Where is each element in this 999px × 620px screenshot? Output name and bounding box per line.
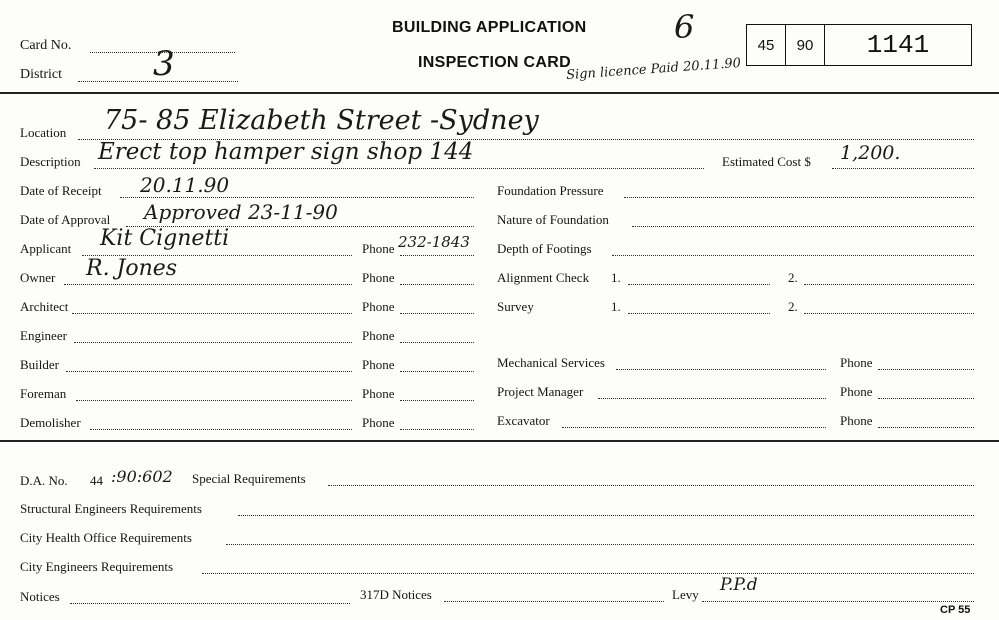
foreman-line [76, 400, 352, 401]
alignment-check-line-2 [804, 284, 974, 285]
date-receipt-line [120, 197, 474, 198]
owner-value: R. Jones [86, 256, 178, 281]
builder-label: Builder [20, 357, 59, 372]
nature-foundation-line [632, 226, 974, 227]
depth-footings-line [612, 255, 974, 256]
mechanical-services-line [616, 369, 826, 370]
mechanical-phone-label: Phone [840, 355, 873, 370]
applicant-phone-value: 232-1843 [398, 233, 470, 251]
estimated-cost-label: Estimated Cost $ [722, 154, 811, 169]
alignment-check-num-2: 2. [788, 270, 798, 285]
mechanical-phone-line [878, 369, 974, 370]
builder-line [66, 371, 352, 372]
date-approval-value: Approved 23-11-90 [144, 200, 338, 224]
applicant-phone-label: Phone [362, 241, 395, 256]
survey-label: Survey [497, 299, 534, 314]
handwritten-annotation: Sign licence Paid 20.11.90 [565, 55, 742, 84]
foreman-phone-line [400, 400, 474, 401]
demolisher-line [90, 429, 352, 430]
nature-foundation-label: Nature of Foundation [497, 212, 609, 227]
project-manager-phone-line [878, 398, 974, 399]
survey-num-2: 2. [788, 299, 798, 314]
alignment-check-label: Alignment Check [497, 270, 590, 285]
description-label: Description [20, 154, 81, 169]
owner-line [64, 284, 352, 285]
special-requirements-label: Special Requirements [192, 471, 306, 486]
levy-label: Levy [672, 587, 699, 602]
notices-label: Notices [20, 589, 60, 604]
card-no-label: Card No. [20, 38, 72, 53]
location-label: Location [20, 125, 67, 140]
owner-phone-line [400, 284, 474, 285]
engineer-phone-label: Phone [362, 328, 395, 343]
form-title-line1: BUILDING APPLICATION [392, 19, 587, 36]
engineer-line [74, 342, 352, 343]
notices-317d-label: 317D Notices [360, 587, 432, 602]
notices-line [70, 603, 350, 604]
foreman-phone-label: Phone [362, 386, 395, 401]
applicant-phone-line [400, 255, 474, 256]
structural-engineers-line [238, 515, 974, 516]
architect-phone-label: Phone [362, 299, 395, 314]
survey-num-1: 1. [611, 299, 621, 314]
foundation-pressure-line [624, 197, 974, 198]
city-health-label: City Health Office Requirements [20, 530, 192, 545]
header-divider [0, 92, 999, 94]
date-receipt-value: 20.11.90 [140, 173, 230, 197]
description-value: Erect top hamper sign shop 144 [98, 139, 474, 165]
builder-phone-label: Phone [362, 357, 395, 372]
structural-engineers-label: Structural Engineers Requirements [20, 501, 202, 516]
architect-phone-line [400, 313, 474, 314]
project-manager-line [598, 398, 826, 399]
notices-317d-line [444, 601, 664, 602]
da-no-prefix: 44 [90, 473, 103, 488]
alignment-check-line-1 [628, 284, 770, 285]
excavator-label: Excavator [497, 413, 550, 428]
date-receipt-label: Date of Receipt [20, 183, 102, 198]
demolisher-phone-label: Phone [362, 415, 395, 430]
excavator-line [562, 427, 826, 428]
architect-label: Architect [20, 299, 69, 314]
estimated-cost-line [832, 168, 974, 169]
special-requirements-line [328, 485, 974, 486]
levy-value: P.P.d [720, 575, 758, 595]
engineer-label: Engineer [20, 328, 67, 343]
code-box-a: 45 [746, 24, 786, 66]
foreman-label: Foreman [20, 386, 67, 401]
da-no-value: :90:602 [111, 467, 173, 486]
city-engineers-label: City Engineers Requirements [20, 559, 174, 574]
architect-line [72, 313, 352, 314]
card-number-box: 1141 [824, 24, 972, 66]
survey-line-2 [804, 313, 974, 314]
demolisher-label: Demolisher [20, 415, 81, 430]
project-manager-label: Project Manager [497, 384, 584, 399]
applicant-value: Kit Cignetti [100, 226, 230, 251]
mechanical-services-label: Mechanical Services [497, 355, 605, 370]
code-box-b: 90 [785, 24, 825, 66]
section-divider [0, 440, 999, 442]
foundation-pressure-label: Foundation Pressure [497, 183, 604, 198]
description-line [94, 168, 704, 169]
district-value: 3 [153, 44, 175, 84]
da-no-label: D.A. No. [20, 473, 68, 488]
form-title-line2: INSPECTION CARD [418, 54, 571, 71]
date-approval-label: Date of Approval [20, 212, 111, 227]
survey-line-1 [628, 313, 770, 314]
form-code: CP 55 [940, 604, 971, 616]
demolisher-phone-line [400, 429, 474, 430]
levy-line [702, 601, 974, 602]
location-value: 75- 85 Elizabeth Street -Sydney [104, 105, 539, 136]
engineer-phone-line [400, 342, 474, 343]
applicant-label: Applicant [20, 241, 72, 256]
alignment-check-num-1: 1. [611, 270, 621, 285]
excavator-phone-label: Phone [840, 413, 873, 428]
owner-label: Owner [20, 270, 56, 285]
depth-footings-label: Depth of Footings [497, 241, 592, 256]
district-label: District [20, 67, 62, 82]
city-health-line [226, 544, 974, 545]
project-manager-phone-label: Phone [840, 384, 873, 399]
builder-phone-line [400, 371, 474, 372]
excavator-phone-line [878, 427, 974, 428]
handwritten-mark: 6 [674, 8, 695, 46]
owner-phone-label: Phone [362, 270, 395, 285]
estimated-cost-value: 1,200. [840, 142, 901, 164]
city-engineers-line [202, 573, 974, 574]
